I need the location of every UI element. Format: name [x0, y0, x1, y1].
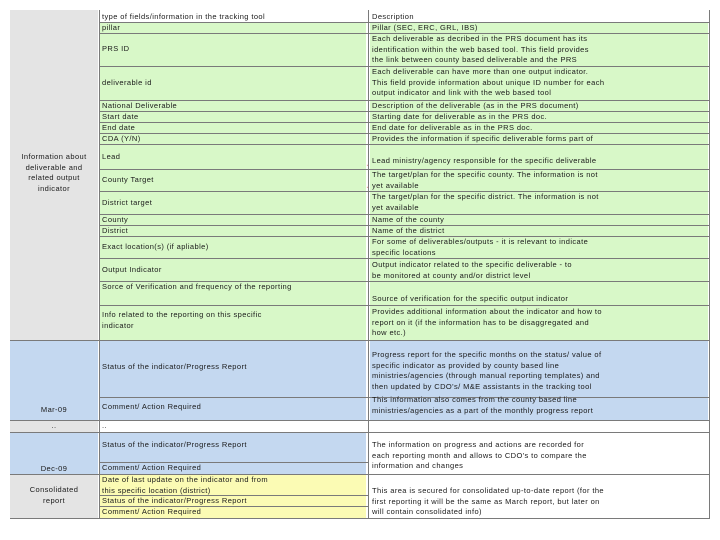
group-label: Information about deliverable and related output indicator: [21, 152, 87, 193]
field-label-pillar: pillar: [102, 23, 121, 32]
field-label-national-deliverable: National Deliverable: [102, 101, 178, 110]
desc-district-target: The target/plan for the specific district. The information is not yet available: [372, 192, 599, 212]
desc-district: Name of the district: [372, 226, 445, 235]
consolidated-description: This area is secured for consolidated up-to-date report (for the first reporting it will be the same as March report, but later on will contain consolidated info): [372, 486, 604, 517]
desc-reporting-info: Provides additional information about the indicator and how to report on it (if the information has to be disaggregated and how etc.): [372, 307, 602, 338]
comment-marker: ˈ: [366, 187, 369, 194]
comment-marker: ˈ: [366, 165, 369, 172]
desc-exact-location: For some of deliverables/outputs - it is relevant to indicate specific locations: [372, 237, 589, 257]
desc-county: Name of the county: [372, 215, 445, 224]
desc-pillar: Pillar (SEC, ERC, GRL, IBS): [372, 23, 478, 32]
field-label-county: County: [102, 215, 129, 224]
monthly-status-label: Status of the indicator/Progress Report: [102, 362, 247, 371]
field-label-cda: CDA (Y/N): [102, 134, 141, 143]
field-label-source-verification: Sorce of Verification and frequency of the reporting: [102, 282, 292, 291]
grid-line: [368, 305, 710, 306]
header-description-label: Description: [372, 12, 414, 21]
grid-line: [10, 340, 370, 341]
desc-cda: Provides the information if specific deliverable forms part of: [372, 134, 594, 143]
monthly-description: Progress report for the specific months on the status/ value of specific indicator as provided by county based line ministries/agencies (through manual reporting templates) and then updated by CDO's/ M&E assistants in the tracking tool: [372, 350, 602, 391]
desc-prs-id: Each deliverable as decribed in the PRS document has its identification within the web based tool. This field provides the link between county based deliverable and the PRS: [372, 34, 589, 65]
grid-line: [368, 10, 369, 518]
desc-lead: Lead ministry/agency responsible for the specific deliverable: [372, 156, 597, 165]
monthly-end-description: The information on progress and actions are recorded for each reporting month and allows to CDO's to compare the information and changes: [372, 440, 587, 471]
desc-output-indicator: Output indicator related to the specific deliverable - to be monitored at county and/or district level: [372, 260, 572, 280]
grid-line: [99, 169, 369, 170]
desc-county-target: The target/plan for the specific county. The information is not yet available: [372, 170, 598, 190]
grid-line: [99, 191, 369, 192]
field-label-end-date: End date: [102, 123, 136, 132]
field-label-district: District: [102, 226, 129, 235]
monthly-end-comment-label: Comment/ Action Required: [102, 463, 202, 472]
header-field-label: type of fields/information in the tracking tool: [102, 12, 266, 21]
consolidated-field-comment: Comment/ Action Required: [102, 507, 202, 516]
period-label-dec: Dec-09: [40, 464, 68, 473]
field-label-county-target: County Target: [102, 175, 154, 184]
field-label-district-target: District target: [102, 198, 153, 207]
grid-line: [709, 10, 710, 518]
monthly-comment-label: Comment/ Action Required: [102, 402, 202, 411]
desc-national-deliverable: Description of the deliverable (as in the PRS document): [372, 101, 579, 110]
grid-line: [10, 518, 710, 519]
field-label-start-date: Start date: [102, 112, 139, 121]
desc-deliverable-id: Each deliverable can have more than one output indicator. This field provide information about unique ID number for each output indicator and link with the web based tool: [372, 67, 605, 98]
field-label-deliverable-id: deliverable id: [102, 78, 152, 87]
grid-line: [99, 66, 369, 67]
consolidated-field-date: Date of last update on the indicator and from this specific location (district): [102, 475, 269, 495]
consolidated-field-status: Status of the indicator/Progress Report: [102, 496, 247, 505]
grid-line: [10, 432, 710, 433]
desc-start-date: Starting date for deliverable as in the PRS doc.: [372, 112, 548, 121]
grid-line: [99, 305, 369, 306]
field-label-prs-id: PRS ID: [102, 44, 130, 53]
grid-line: [99, 258, 369, 259]
field-label-reporting-info: Info related to the reporting on this specific indicator: [102, 310, 262, 330]
desc-source-verification: Source of verification for the specific output indicator: [372, 294, 569, 303]
monthly-end-status-label: Status of the indicator/Progress Report: [102, 440, 247, 449]
field-label-output-indicator: Output Indicator: [102, 265, 162, 274]
ellipsis-text-2: ..: [102, 421, 107, 430]
desc-ellipsis: [370, 420, 708, 432]
ellipsis-text-1: ..: [51, 421, 57, 430]
desc-end-date: End date for deliverable as in the PRS doc.: [372, 123, 533, 132]
grid-line: [99, 397, 369, 398]
field-label-lead: Lead: [102, 152, 121, 161]
monthly-description-2: This information also comes from the county based line ministries/agencies as a part of the monthly progress report: [372, 395, 594, 415]
period-label-mar: Mar-09: [40, 405, 68, 414]
consolidated-label: Consolidated report: [29, 485, 79, 505]
field-label-exact-location: Exact location(s) (if apliable): [102, 242, 209, 251]
grid-line: [368, 340, 710, 341]
